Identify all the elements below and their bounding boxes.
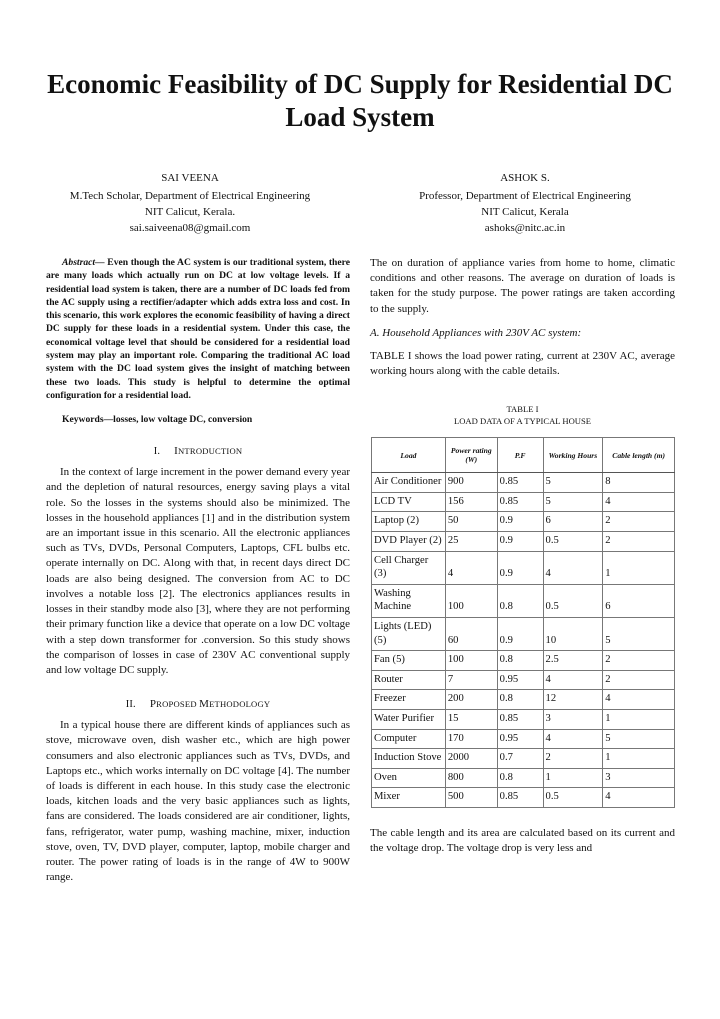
table-cell: 900: [445, 473, 497, 493]
table-caption: [370, 403, 675, 427]
table-cell: 156: [445, 492, 497, 512]
table-cell: 0.95: [497, 729, 543, 749]
table-header-cell: Cable length (m): [603, 438, 675, 473]
table-cell: 4: [603, 690, 675, 710]
section-heading-methodology: [46, 698, 350, 710]
author-name: SAI VEENA: [161, 172, 219, 184]
table-cell: 6: [603, 584, 675, 617]
table-cell: 5: [603, 617, 675, 650]
table-cell: Fan (5): [372, 651, 446, 671]
paragraph-on-duration: The on duration of appliance varies from home to home, climatic conditions and other reasons. The average on duration of loads is taken for the study purpose. The power ratings are taken according to the supply.: [370, 257, 675, 315]
table-cell: 6: [543, 512, 603, 532]
abstract: [46, 256, 350, 402]
table-cell: 2: [603, 670, 675, 690]
table-row: [372, 473, 675, 493]
table-cell: 4: [543, 670, 603, 690]
table-cell: 3: [543, 709, 603, 729]
table-cell: 0.9: [497, 617, 543, 650]
table-cell: Air Conditioner: [372, 473, 446, 493]
paragraph-cable-length: The cable length and its area are calculated based on its current and the voltage drop. The voltage drop is very less and: [370, 826, 675, 855]
table-cell: 12: [543, 690, 603, 710]
table-cell: 5: [543, 492, 603, 512]
table-body: [372, 473, 675, 808]
author-affiliation: Professor, Department of Electrical Engineering: [419, 190, 631, 202]
table-row: [372, 551, 675, 584]
table-row: [372, 788, 675, 808]
table-cell: 4: [543, 729, 603, 749]
paper-title: Economic Feasibility of DC Supply for Residential DC Load System: [47, 69, 673, 132]
table-cell: DVD Player (2): [372, 532, 446, 552]
table-header-cell: Load: [372, 438, 446, 473]
section-title-rest: ROPOSED: [156, 699, 200, 710]
table-cell: 0.8: [497, 584, 543, 617]
right-column: [370, 256, 675, 856]
subsection-heading: A. Household Appliances with 230V AC system:: [370, 326, 582, 339]
table-row: [372, 651, 675, 671]
author-block-2: [380, 170, 670, 236]
section-title-rest: NTRODUCTION: [178, 446, 243, 457]
abstract-text: Even though the AC system is our traditional system, there are many loads which actually run on DC at low voltage levels. If a residential load system is taken, there are a number of DC loads fed from the AC supply using a rectifier/adapter which adds extra loss and cost. In this scenario, this work explores the economic feasibility of having a direct DC supply for these loads in a residential system. Under this case, the economical voltage level that should be considered for a residential load system may play an important role. Comparing the traditional AC load system with the DC load system gives the insight of matching between these two loads. This study is helpful to determine the optimal configuration for a residential load.: [46, 257, 350, 401]
table-cell: 0.95: [497, 670, 543, 690]
table-row: [372, 729, 675, 749]
table-row: [372, 670, 675, 690]
table-cell: Water Purifier: [372, 709, 446, 729]
section-initial: M: [199, 698, 210, 711]
table-row: [372, 768, 675, 788]
table-header-cell: Working Hours: [543, 438, 603, 473]
methodology-text: In a typical house there are different kinds of appliances such as stove, microwave oven, dish washer etc., which are high power consumers and also electronic appliances such as TVs, DVDs, and Laptops etc., which works internally on DC voltage [4]. The number of loads is different in each house. In this study case the electronic loads, kitchen loads and the very basic appliances such as lights, fans are considered. The loads considered are air conditioner, lights, fans, refrigerator, water pump, washing machine, mixer, induction stove, oven, TV, DVD player, computer, laptop, mobile charger and router. The power rating of loads is in the range of 4W to 900W range.: [46, 719, 350, 884]
left-column: [46, 256, 350, 885]
author-institution: NIT Calicut, Kerala.: [144, 206, 236, 218]
table-cell: Lights (LED) (5): [372, 617, 446, 650]
table-cell: 0.7: [497, 749, 543, 769]
table-cell: 2.5: [543, 651, 603, 671]
table-cell: 0.85: [497, 709, 543, 729]
section-heading-introduction: [46, 445, 350, 457]
table-cell: 1: [603, 551, 675, 584]
table-cell: 7: [445, 670, 497, 690]
table-cell: 1: [543, 768, 603, 788]
author-email: sai.saiveena08@gmail.com: [129, 222, 251, 234]
table-cell: Freezer: [372, 690, 446, 710]
table-title: LOAD DATA OF A TYPICAL HOUSE: [453, 416, 592, 427]
table-cell: 60: [445, 617, 497, 650]
table-cell: 5: [603, 729, 675, 749]
table-cell: 2000: [445, 749, 497, 769]
table-header-cell: P.F: [497, 438, 543, 473]
table-row: [372, 492, 675, 512]
table-cell: 0.8: [497, 690, 543, 710]
table-cell: 4: [445, 551, 497, 584]
table-cell: 25: [445, 532, 497, 552]
table-cell: 1: [603, 749, 675, 769]
author-institution: NIT Calicut, Kerala: [481, 206, 569, 218]
table-cell: 50: [445, 512, 497, 532]
table-cell: Cell Charger (3): [372, 551, 446, 584]
table-cell: 200: [445, 690, 497, 710]
table-cell: Laptop (2): [372, 512, 446, 532]
table-cell: 0.9: [497, 551, 543, 584]
table-cell: 5: [543, 473, 603, 493]
abstract-label: Abstract—: [62, 257, 105, 268]
author-affiliation: M.Tech Scholar, Department of Electrical Engineering: [69, 190, 311, 202]
table-header-row: [372, 438, 675, 473]
table-cell: 1: [603, 709, 675, 729]
table-cell: LCD TV: [372, 492, 446, 512]
author-block-1: [42, 170, 338, 236]
table-cell: 0.85: [497, 473, 543, 493]
table-cell: 500: [445, 788, 497, 808]
section-initial: P: [149, 698, 157, 711]
table-cell: 10: [543, 617, 603, 650]
table-cell: 0.5: [543, 788, 603, 808]
introduction-text: In the context of large increment in the power demand every year and the depletion of natural resources, energy saving plays a vital role. So the losses in the systems should also be minimized. The losses in the household appliances [1] and in the distribution system are an important issue in this scenario. All the electronic appliances such as TVs, DVDs, Personal Computers, Laptops, CFL bulbs etc. operate internally on DC. Along with that, in recent days direct DC loads are also being designed. The conversion from AC to DC involves a notable loss [2]. The electronics appliances results in losses in their standby mode also [3], where they are not performing their primary function like a device that operate on a low DC voltage with a step down transformer for .conversion. So this study shows the comparison of losses in case of 230V AC conventional supply and low voltage DC supply.: [46, 466, 350, 676]
paragraph-table-intro: TABLE I shows the load power rating, current at 230V AC, average working hours along with the cable details.: [370, 349, 675, 378]
table-cell: 4: [603, 492, 675, 512]
table-cell: 0.8: [497, 768, 543, 788]
table-cell: 0.5: [543, 584, 603, 617]
table-cell: 0.85: [497, 492, 543, 512]
table-header-cell: Power rating (W): [445, 438, 497, 473]
table-cell: 800: [445, 768, 497, 788]
section-initial: I: [174, 445, 179, 458]
table-cell: Oven: [372, 768, 446, 788]
table-cell: 2: [603, 651, 675, 671]
table-cell: 3: [603, 768, 675, 788]
section-number: I.: [153, 446, 161, 458]
table-cell: 2: [603, 512, 675, 532]
table-cell: 0.5: [543, 532, 603, 552]
table-cell: Washing Machine: [372, 584, 446, 617]
load-data-table: [371, 437, 675, 808]
table-number: TABLE I: [506, 404, 539, 415]
section-title-rest: ETHODOLOGY: [209, 699, 271, 710]
table-cell: 100: [445, 584, 497, 617]
table-cell: 4: [543, 551, 603, 584]
table-cell: 0.85: [497, 788, 543, 808]
table-row: [372, 512, 675, 532]
table-cell: 0.9: [497, 512, 543, 532]
table-cell: 0.9: [497, 532, 543, 552]
table-cell: Mixer: [372, 788, 446, 808]
table-cell: Computer: [372, 729, 446, 749]
table-row: [372, 617, 675, 650]
table-row: [372, 709, 675, 729]
keywords: Keywords—losses, low voltage DC, conversion: [62, 414, 253, 426]
table-row: [372, 532, 675, 552]
table-cell: Router: [372, 670, 446, 690]
section-number: II.: [125, 699, 136, 711]
table-cell: 100: [445, 651, 497, 671]
table-cell: 4: [603, 788, 675, 808]
table-cell: 8: [603, 473, 675, 493]
table-cell: 170: [445, 729, 497, 749]
table-row: [372, 749, 675, 769]
author-email: ashoks@nitc.ac.in: [484, 222, 566, 234]
table-cell: 2: [543, 749, 603, 769]
table-cell: 2: [603, 532, 675, 552]
author-name: ASHOK S.: [500, 172, 550, 184]
table-row: [372, 690, 675, 710]
table-cell: 15: [445, 709, 497, 729]
table-cell: 0.8: [497, 651, 543, 671]
table-cell: Induction Stove: [372, 749, 446, 769]
table-row: [372, 584, 675, 617]
